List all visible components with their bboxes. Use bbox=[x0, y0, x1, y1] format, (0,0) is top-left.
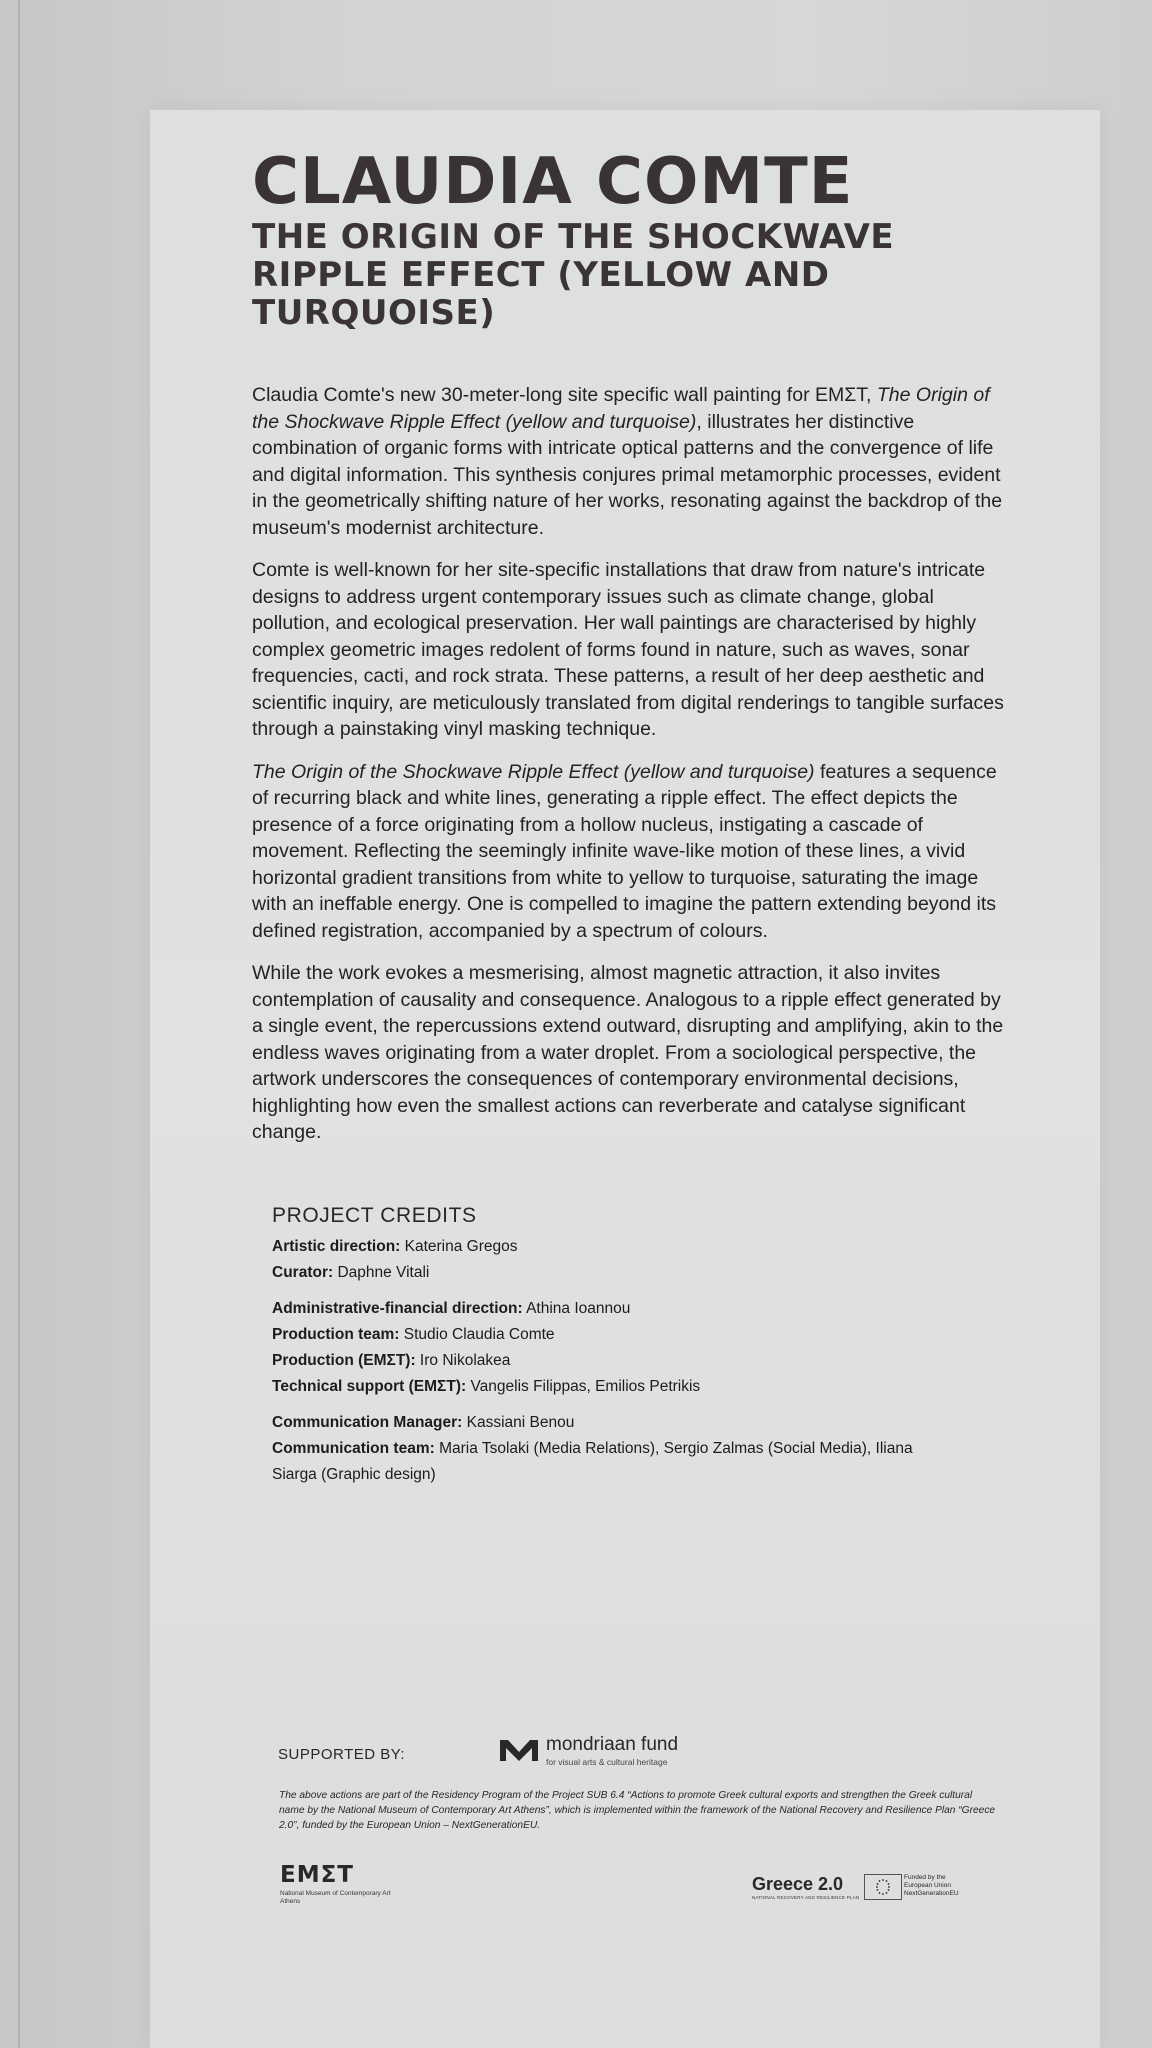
paragraph-1: Claudia Comte's new 30-meter-long site specific wall painting for ΕΜΣΤ, The Origin of the Shockwave Ripple Effect (yellow and turquoise), illustrates her distinctive combination of organic forms with intricate optical patterns and the convergence of life and digital information. This synthesis conjures primal metamorphic processes, evident in the geometrically shifting nature of her works, resonating against the backdrop of the museum's modernist architecture. bbox=[252, 384, 1003, 539]
credit-artistic-direction: Artistic direction: Katerina Gregos bbox=[272, 1237, 518, 1255]
supporters bbox=[276, 1730, 1036, 1770]
eu-stars-icon bbox=[865, 1875, 901, 1899]
project-credits bbox=[252, 1204, 1012, 1488]
greece-logo-subtitle: NATIONAL RECOVERY AND RESILIENCE PLAN bbox=[752, 1895, 860, 1900]
eu-flag-icon bbox=[864, 1874, 902, 1900]
credit-group-direction bbox=[272, 1234, 1012, 1286]
credit-group-communication bbox=[272, 1410, 1012, 1488]
paragraph-4: While the work evokes a mesmerising, almost magnetic attraction, it also invites contemplation of causality and consequence. Analogous to a ripple effect generated by a single event, the repercussions extend outward, disrupting and amplifying, akin to the endless waves originating from a water droplet. From a sociological perspective, the artwork underscores the consequences of contemporary environmental decisions, highlighting how even the smallest actions can reverberate and catalyse significant change. bbox=[252, 962, 1004, 1143]
credit-production-team: Production team: Studio Claudia Comte bbox=[272, 1325, 555, 1343]
mondriaan-m-icon bbox=[498, 1737, 540, 1763]
credits-heading: PROJECT CREDITS bbox=[272, 1203, 477, 1227]
emst-logo-subtitle: National Museum of Contemporary Art Athens bbox=[280, 1890, 391, 1905]
supported-by-label: SUPPORTED BY: bbox=[278, 1746, 406, 1763]
credit-technical: Technical support (ΕΜΣΤ): Vangelis Filippas, Emilios Petrikis bbox=[272, 1377, 701, 1395]
credit-curator: Curator: Daphne Vitali bbox=[272, 1263, 430, 1281]
panel-content bbox=[252, 145, 1012, 1498]
emst-logo bbox=[280, 1862, 400, 1906]
artist-name: CLAUDIA COMTE bbox=[252, 145, 854, 219]
funding-statement: The above actions are part of the Residency Program of the Project SUB 6.4 “Actions to promote Greek cultural exports and strengthen the Greek cultural name by the National Museum of Contemporary Art Athens”, which is implemented within the framework of the National Recovery and Resilience Plan “Greece 2.0”, funded by the European Union – NextGenerationEU. bbox=[279, 1790, 996, 1831]
credit-admin: Administrative-financial direction: Athina Ioannou bbox=[272, 1299, 631, 1317]
paragraph-3: The Origin of the Shockwave Ripple Effect (yellow and turquoise) features a sequence of recurring black and white lines, generating a ripple effect. The effect depicts the presence of a force originating from a hollow nucleus, instigating a cascade of movement. Reflecting the seemingly infinite wave-like motion of these lines, a vivid horizontal gradient transitions from white to yellow to turquoise, saturating the image with an ineffable energy. One is compelled to imagine the pattern extending beyond its defined registration, accompanied by a spectrum of colours. bbox=[252, 760, 997, 942]
paragraph-2: Comte is well-known for her site-specific installations that draw from nature's intricate designs to address urgent contemporary issues such as climate change, global pollution, and ecological preservation. Her wall paintings are characterised by highly complex geometric images redolent of forms found in nature, such as waves, sonar frequencies, cacti, and rock strata. These patterns, a result of her deep aesthetic and scientific inquiry, are meticulously translated from digital renderings to tangible surfaces through a painstaking vinyl masking technique. bbox=[252, 559, 1004, 740]
credit-production: Production (ΕΜΣΤ): Iro Nikolakea bbox=[272, 1351, 511, 1369]
eu-funding-text: Funded by the European Union NextGenerationEU bbox=[904, 1874, 959, 1897]
wall-edge bbox=[18, 0, 20, 2048]
credit-group-production bbox=[272, 1296, 1012, 1400]
emst-logo-text: ΕΜΣΤ bbox=[280, 1862, 354, 1888]
sponsor-name: mondriaan fund bbox=[546, 1734, 679, 1755]
description bbox=[252, 382, 1012, 1146]
greece-logo-text: Greece 2.0 bbox=[752, 1874, 844, 1894]
sponsor-subtitle: for visual arts & cultural heritage bbox=[546, 1757, 668, 1767]
greece-2-0-logo bbox=[752, 1874, 859, 1900]
artwork-title: THE ORIGIN OF THE SHOCKWAVE RIPPLE EFFECT (YELLOW AND TURQUOISE) bbox=[252, 217, 895, 333]
credit-comm-manager: Communication Manager: Kassiani Benou bbox=[272, 1413, 575, 1431]
credit-comm-team: Communication team: Maria Tsolaki (Media Relations), Sergio Zalmas (Social Media), Iliana Siarga (Graphic design) bbox=[272, 1439, 913, 1483]
